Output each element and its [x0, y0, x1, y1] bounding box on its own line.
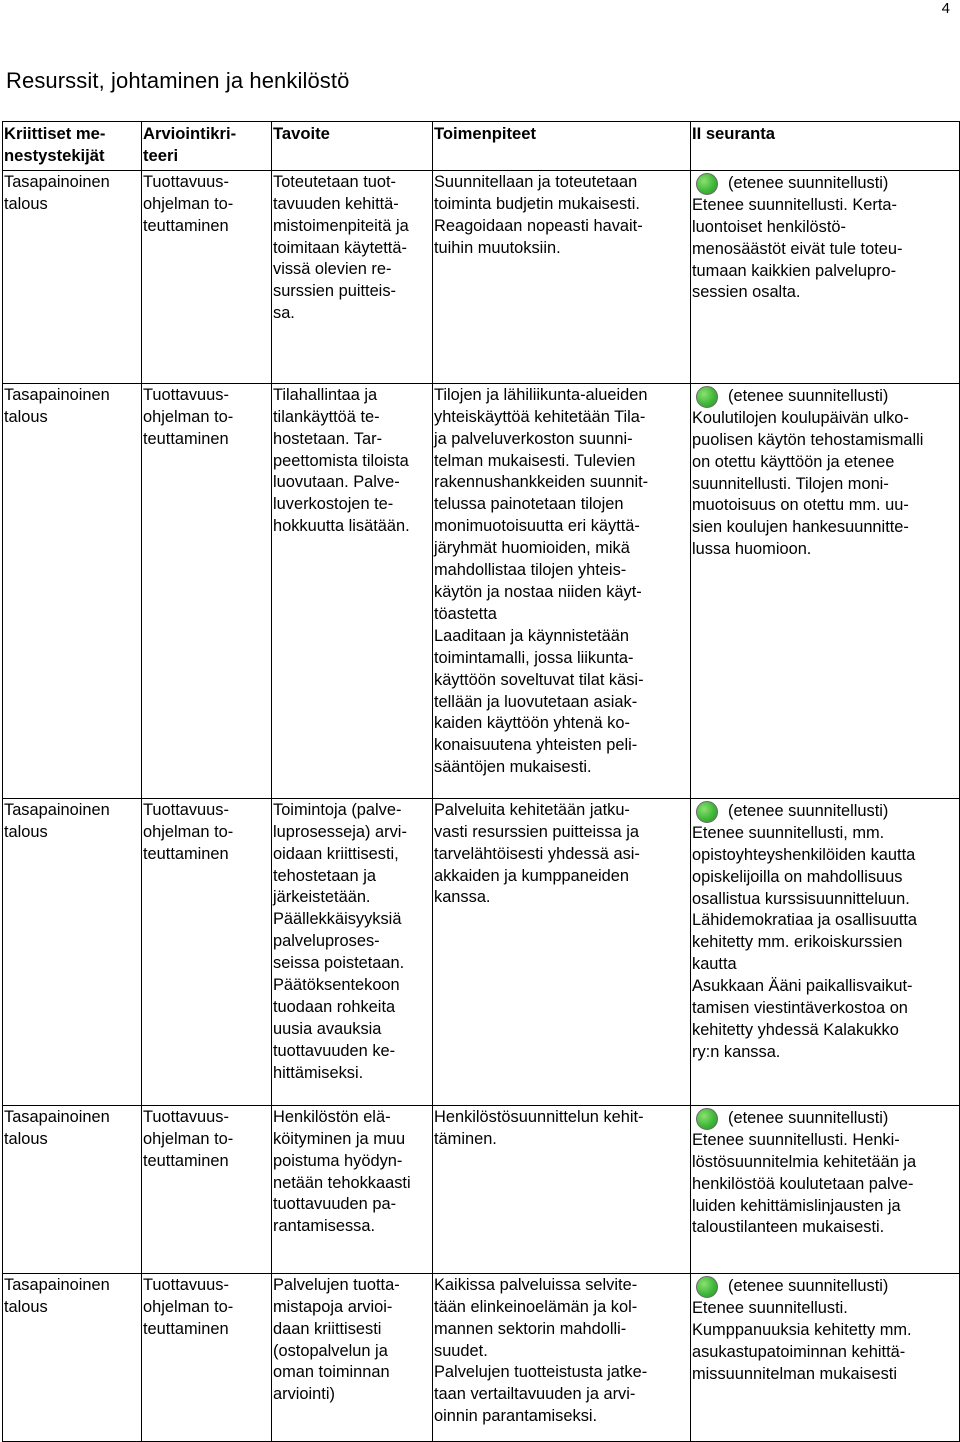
factor-cell: Tasapainoinen talous: [3, 383, 142, 798]
status-line: [692, 801, 958, 823]
green-status-icon: [696, 386, 718, 408]
follow-up-text: Koulutilojen koulupäivän ulko- puolisen käytön tehostamismalli on otettu käyttöön ja etenee suunnitellusti. Tilojen moni- muotoisuus on otettu mm. uu- sien koulujen hankesuunnitte- lussa huomioon.: [692, 408, 924, 559]
follow-up-table: [2, 121, 960, 1442]
follow-up-cell: [691, 1105, 960, 1273]
table-row: [3, 1105, 960, 1273]
follow-up-cell: [691, 170, 960, 383]
follow-up-text: Etenee suunnitellusti, mm. opistoyhteyshenkilöiden kautta opiskelijoilla on mahdollisuus osallistua kurssisuunnitteluun. Lähidemokratiaa ja osallisuutta kehitetty mm. erikoiskurssien kautta Asukkaan Ääni paikallisvaikut- tamisen viestintäverkostoa on kehitetty yhdessä Kalakukko ry:n kanssa.: [692, 823, 918, 1061]
green-status-icon: [696, 801, 718, 823]
status-label: (etenee suunnitellusti): [728, 801, 889, 820]
criterion-cell: Tuottavuus- ohjelman to- teuttaminen: [142, 1273, 272, 1441]
status-label: (etenee suunnitellusti): [728, 1276, 889, 1295]
follow-up-text: Etenee suunnitellusti. Kumppanuuksia kehitetty mm. asukastupatoiminnan kehittä- missuunnitelman mukaisesti: [692, 1298, 912, 1383]
goal-cell: Henkilöstön elä- köityminen ja muu poistuma hyödyn- netään tehokkaasti tuottavuuden pa- rantamisessa.: [272, 1105, 433, 1273]
criterion-cell: Tuottavuus- ohjelman to- teuttaminen: [142, 170, 272, 383]
actions-cell: Kaikissa palveluissa selvite- tään elinkeinoelämän ja kol- mannen sektorin mahdolli- suudet. Palvelujen tuotteistusta jatke- taan vertailtavuuden ja arvi- oinnin parantamiseksi.: [433, 1273, 691, 1441]
goal-cell: Palvelujen tuotta- mistapoja arvioi- daan kriittisesti (ostopalvelun ja oman toiminnan arviointi): [272, 1273, 433, 1441]
green-status-icon: [696, 1276, 718, 1298]
header-actions: Toimenpiteet: [433, 122, 691, 171]
criterion-cell: Tuottavuus- ohjelman to- teuttaminen: [142, 798, 272, 1105]
actions-cell: Suunnitellaan ja toteutetaan toiminta budjetin mukaisesti. Reagoidaan nopeasti havait- tuihin muutoksiin.: [433, 170, 691, 383]
follow-up-cell: [691, 1273, 960, 1441]
green-status-icon: [696, 173, 718, 195]
status-line: [692, 386, 958, 408]
follow-up-text: Etenee suunnitellusti. Henki- löstösuunnitelmia kehitetään ja henkilöstöä koulutetaan palve- luiden kehittämislinjausten ja taloustilanteen mukaisesti.: [692, 1130, 917, 1237]
actions-cell: Palveluita kehitetään jatku- vasti resurssien puitteissa ja tarvelähtöisesti yhdessä asi- akkaiden ja kumppaneiden kanssa.: [433, 798, 691, 1105]
criterion-cell: Tuottavuus- ohjelman to- teuttaminen: [142, 1105, 272, 1273]
header-critical-factors: Kriittiset me- nestystekijät: [3, 122, 142, 171]
header-criteria: Arviointikri- teeri: [142, 122, 272, 171]
status-label: (etenee suunnitellusti): [728, 173, 889, 192]
table-row: [3, 1273, 960, 1441]
goal-cell: Toimintoja (palve- luprosesseja) arvi- oidaan kriittisesti, tehostetaan ja järkeistetään. Päällekkäisyyksiä palveluproses- seissa poistetaan. Päätöksentekoon tuodaan rohkeita uusia avauksia tuottavuuden ke- hittämiseksi.: [272, 798, 433, 1105]
status-label: (etenee suunnitellusti): [728, 386, 889, 405]
factor-cell: Tasapainoinen talous: [3, 1105, 142, 1273]
table-row: [3, 798, 960, 1105]
table-row: [3, 383, 960, 798]
factor-cell: Tasapainoinen talous: [3, 798, 142, 1105]
follow-up-text: Etenee suunnitellusti. Kerta- luontoiset henkilöstö- menosäästöt eivät tule toteu- tumaan kaikkien palvelupro- sessien osalta.: [692, 195, 903, 302]
page-number: 4: [941, 0, 950, 17]
factor-cell: Tasapainoinen talous: [3, 170, 142, 383]
status-line: [692, 1276, 958, 1298]
follow-up-cell: [691, 798, 960, 1105]
status-line: [692, 1108, 958, 1130]
header-follow-up: II seuranta: [691, 122, 960, 171]
actions-cell: Tilojen ja lähiliikunta-alueiden yhteiskäyttöä kehitetään Tila- ja palveluverkoston suunni- telman mukaisesti. Tulevien rakennushankkeiden suunnit- telussa painotetaan tilojen monimuotoisuutta eri käyttä- järyhmät huomioiden, mikä mahdollistaa tilojen yhteis- käytön ja nostaa niiden käyt- töastetta Laaditaan ja käynnistetään toimintamalli, jossa liikunta- käyttöön soveltuvat tilat käsi- tellään ja luovutetaan asiak- kaiden käyttöön yhtenä ko- konaisuutena yhteisten peli- sääntöjen mukaisesti.: [433, 383, 691, 798]
green-status-icon: [696, 1108, 718, 1130]
header-goal: Tavoite: [272, 122, 433, 171]
goal-cell: Toteutetaan tuot- tavuuden kehittä- mistoimenpiteitä ja toimitaan käytettä- vissä olevien re- surssien puitteis- sa.: [272, 170, 433, 383]
factor-cell: Tasapainoinen talous: [3, 1273, 142, 1441]
table-row: [3, 170, 960, 383]
actions-cell: Henkilöstösuunnittelun kehit- täminen.: [433, 1105, 691, 1273]
criterion-cell: Tuottavuus- ohjelman to- teuttaminen: [142, 383, 272, 798]
status-line: [692, 173, 958, 195]
goal-cell: Tilahallintaa ja tilankäyttöä te- hostetaan. Tar- peettomista tiloista luovutaan. Palve- luverkostojen te- hokkuutta lisätään.: [272, 383, 433, 798]
section-title: Resurssit, johtaminen ja henkilöstö: [6, 68, 350, 93]
table-header-row: [3, 122, 960, 171]
status-label: (etenee suunnitellusti): [728, 1108, 889, 1127]
follow-up-cell: [691, 383, 960, 798]
